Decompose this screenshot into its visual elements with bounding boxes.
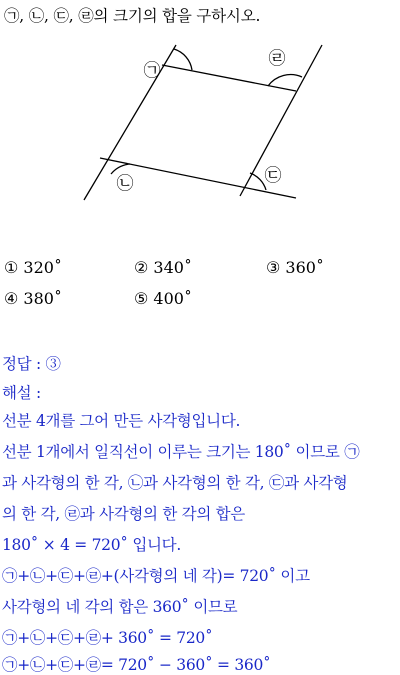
angle-label-a: ㉠ [143,61,161,81]
solution-line-5: 180˚ × 4 = 720˚ 입니다. [2,536,181,554]
quadrilateral-figure [0,0,400,240]
answer-line: 정답 : ③ [2,355,61,373]
angle-label-c: ㉢ [264,166,282,186]
angle-label-d: ㉣ [268,49,286,69]
angle-arc-d [268,75,302,86]
angle-label-b: ㉡ [116,174,134,194]
solution-line-4: 의 한 각, ㉣과 사각형의 한 각의 합은 [2,505,245,523]
solution-line-7: 사각형의 네 각의 합은 360˚ 이므로 [2,598,238,616]
angle-arc-b [111,164,130,174]
solution-line-8: ㉠+㉡+㉢+㉣+ 360˚ = 720˚ [2,629,213,647]
choice-1[interactable]: ① 320˚ [4,258,62,277]
solution-line-9: ㉠+㉡+㉢+㉣= 720˚ − 360˚ = 360˚ [2,656,271,674]
solution-line-3: 과 사각형의 한 각, ㉡과 사각형의 한 각, ㉢과 사각형 [2,474,348,492]
choice-2[interactable]: ② 340˚ [134,258,192,277]
choice-4[interactable]: ④ 380˚ [4,289,62,308]
question-text: ㉠, ㉡, ㉢, ㉣의 크기의 합을 구하시오. [4,7,261,25]
solution-line-2: 선분 1개에서 일직선이 이루는 크기는 180˚ 이므로 ㉠ [2,443,360,461]
choice-3[interactable]: ③ 360˚ [266,258,324,277]
angle-arc-a [174,49,192,70]
solution-line-1: 선분 4개를 그어 만든 사각형입니다. [2,412,241,430]
choice-5[interactable]: ⑤ 400˚ [134,289,192,308]
solution-line-6: ㉠+㉡+㉢+㉣+(사각형의 네 각)= 720˚ 이고 [2,567,310,585]
solution-heading: 해설 : [2,384,41,402]
